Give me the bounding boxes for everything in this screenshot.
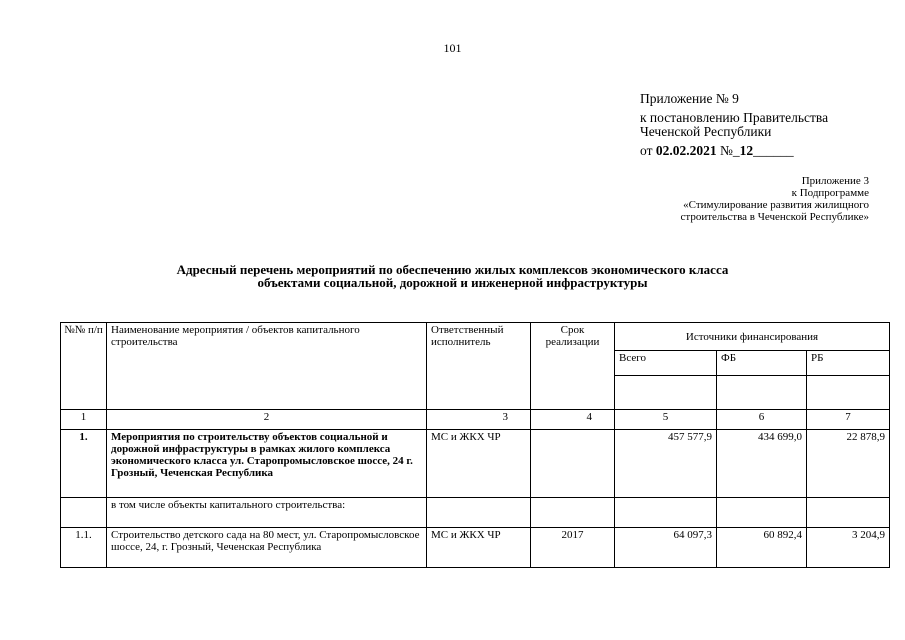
column-number-row bbox=[61, 410, 890, 430]
resolution-number: 12 bbox=[739, 143, 754, 158]
col-number: 3 bbox=[427, 410, 531, 430]
resolution-date: 02.02.2021 bbox=[655, 143, 717, 158]
header-rb-blank bbox=[807, 376, 890, 410]
header-fb: ФБ bbox=[717, 351, 807, 376]
row-executor: МС и ЖКХ ЧР bbox=[427, 528, 531, 568]
row-executor bbox=[427, 498, 531, 528]
header-num: №№ п/п bbox=[61, 323, 107, 410]
col-number: 2 bbox=[107, 410, 427, 430]
appendix-9-title: Приложение № 9 bbox=[640, 91, 739, 106]
row-term: 2017 bbox=[531, 528, 615, 568]
row-num: 1. bbox=[61, 430, 107, 498]
row-name: Мероприятия по строительству объектов социальной и дорожной инфраструктуры в рамках жилого комплекса экономического класса ул. Старопромысловское шоссе, 24 г. Грозный, Чеченская Республика bbox=[107, 430, 427, 498]
number-suffix: ______ bbox=[753, 143, 794, 158]
document-title-line-1: Адресный перечень мероприятий по обеспечению жилых комплексов экономического класса bbox=[176, 262, 729, 277]
row-term bbox=[531, 430, 615, 498]
table-row bbox=[61, 528, 890, 568]
date-prefix: от bbox=[640, 143, 656, 158]
appendix-3-subprogram-name-2: строительства в Чеченской Республике» bbox=[680, 211, 869, 223]
header-total-blank bbox=[615, 376, 717, 410]
row-fb: 434 699,0 bbox=[717, 430, 807, 498]
appendix-9-date-line bbox=[640, 144, 828, 158]
col-number: 4 bbox=[531, 410, 615, 430]
appendix-9-republic: Чеченской Республики bbox=[640, 124, 772, 139]
table-row bbox=[61, 430, 890, 498]
document-title bbox=[0, 263, 905, 289]
appendix-3-block bbox=[681, 175, 870, 223]
appendix-3-subprogram-name-1: «Стимулирование развития жилищного bbox=[683, 199, 869, 211]
col-number: 1 bbox=[61, 410, 107, 430]
appendix-9-resolution: к постановлению Правительства bbox=[640, 110, 829, 125]
header-name: Наименование мероприятия / объектов капитального строительства bbox=[107, 323, 427, 410]
row-total: 64 097,3 bbox=[615, 528, 717, 568]
row-num: 1.1. bbox=[61, 528, 107, 568]
table-row bbox=[61, 498, 890, 528]
row-rb bbox=[807, 498, 890, 528]
col-number: 5 bbox=[615, 410, 717, 430]
row-rb: 22 878,9 bbox=[807, 430, 890, 498]
header-row bbox=[61, 323, 890, 351]
row-num bbox=[61, 498, 107, 528]
header-total: Всего bbox=[615, 351, 717, 376]
row-name: в том числе объекты капитального строительства: bbox=[107, 498, 427, 528]
header-sources: Источники финансирования bbox=[615, 323, 890, 351]
number-prefix: №_ bbox=[716, 143, 740, 158]
header-term: Срок реализации bbox=[531, 323, 615, 410]
row-total bbox=[615, 498, 717, 528]
row-rb: 3 204,9 bbox=[807, 528, 890, 568]
page-number: 101 bbox=[443, 41, 462, 55]
col-number: 7 bbox=[807, 410, 890, 430]
header-fb-blank bbox=[717, 376, 807, 410]
row-total: 457 577,9 bbox=[615, 430, 717, 498]
financing-table bbox=[60, 322, 890, 568]
header-executor: Ответственный исполнитель bbox=[427, 323, 531, 410]
row-executor: МС и ЖКХ ЧР bbox=[427, 430, 531, 498]
appendix-9-block bbox=[640, 92, 828, 158]
row-name: Строительство детского сада на 80 мест, ул. Старопромысловское шоссе, 24, г. Грозный, Чеченская Республика bbox=[107, 528, 427, 568]
row-fb bbox=[717, 498, 807, 528]
header-rb: РБ bbox=[807, 351, 890, 376]
row-term bbox=[531, 498, 615, 528]
col-number: 6 bbox=[717, 410, 807, 430]
row-fb: 60 892,4 bbox=[717, 528, 807, 568]
appendix-3-title: Приложение 3 bbox=[801, 175, 869, 187]
appendix-3-subprogram: к Подпрограмме bbox=[791, 187, 869, 199]
document-title-line-2: объектами социальной, дорожной и инженерной инфраструктуры bbox=[257, 275, 648, 290]
